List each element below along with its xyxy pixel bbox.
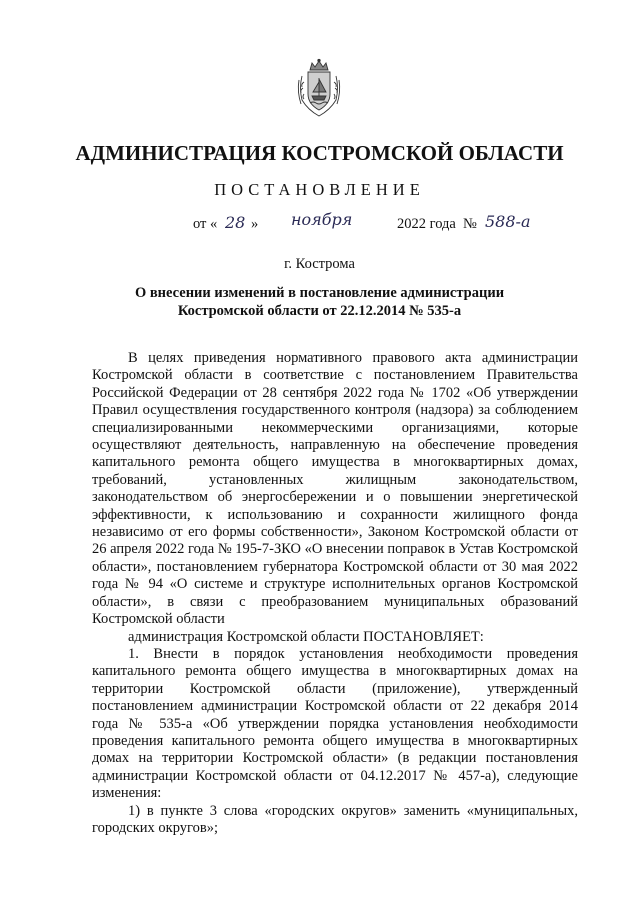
document-subject [90, 284, 549, 320]
date-month: ноября [291, 210, 353, 229]
body-paragraph: 1) в пункте 3 слова «городских округов» заменить «муниципальных, городских округов»; [92, 802, 578, 836]
number-sign: № [463, 216, 477, 232]
date-prefix: от « [193, 216, 218, 232]
subject-line-2: Костромской области от 22.12.2014 № 535-а [177, 303, 462, 319]
body-paragraph: 1. Внести в порядок установления необходимости проведения капитального ремонта общего имущества в многоквартирных домах на территории Костромской области (приложение), утвержденный постановлением администрации Костромской области от 22 декабря 2014 года № 535-а «Об утверждении порядка установления необходимости проведения капитального ремонта общего имущества в многоквартирных домах на территории Костромской области» (в редакции постановления администрации Костромской области от 04.12.2017 № 457-а), следующие изменения: [92, 645, 578, 802]
body-paragraph: В целях приведения нормативного правового акта администрации Костромской области в соответствие с постановлением Правительства Российской Федерации от 28 сентября 2022 года № 1702 «Об утверждении Правил осуществления государственного контроля (надзора) за соблюдением специализированными некоммерческими организациями, которые осуществляют деятельность, направленную на обеспечение проведения капитального ремонта общего имущества в многоквартирных домах, требований, установленных жилищным законодательством, законодательством об энергосбережении и о повышении энергетической эффективности, к использованию и сохранности жилищного фонда независимо от его формы собственности», Законом Костромской области от 26 апреля 2022 года № 195-7-ЗКО «О внесении поправок в Устав Костромской области», постановлением губернатора Костромской области от 30 мая 2022 года № 94 «О системе и структуре исполнительных органов Костромской области», в связи с преобразованием муниципальных образований Костромской области [92, 350, 578, 628]
coat-of-arms-emblem [296, 58, 342, 120]
document-body [92, 350, 578, 837]
document-number: 588-а [485, 212, 531, 231]
date-mid: » [251, 216, 259, 232]
city: г. Кострома [284, 256, 355, 272]
body-paragraph: администрация Костромской области ПОСТАНОВЛЯЕТ: [128, 628, 484, 645]
agency-name: АДМИНИСТРАЦИЯ КОСТРОМСКОЙ ОБЛАСТИ [75, 141, 564, 165]
document-type: ПОСТАНОВЛЕНИЕ [214, 180, 425, 199]
date-day: 28 [225, 213, 246, 232]
subject-line-1: О внесении изменений в постановление администрации [134, 285, 505, 301]
date-number-line [193, 210, 593, 239]
date-year: 2022 года [397, 216, 456, 232]
